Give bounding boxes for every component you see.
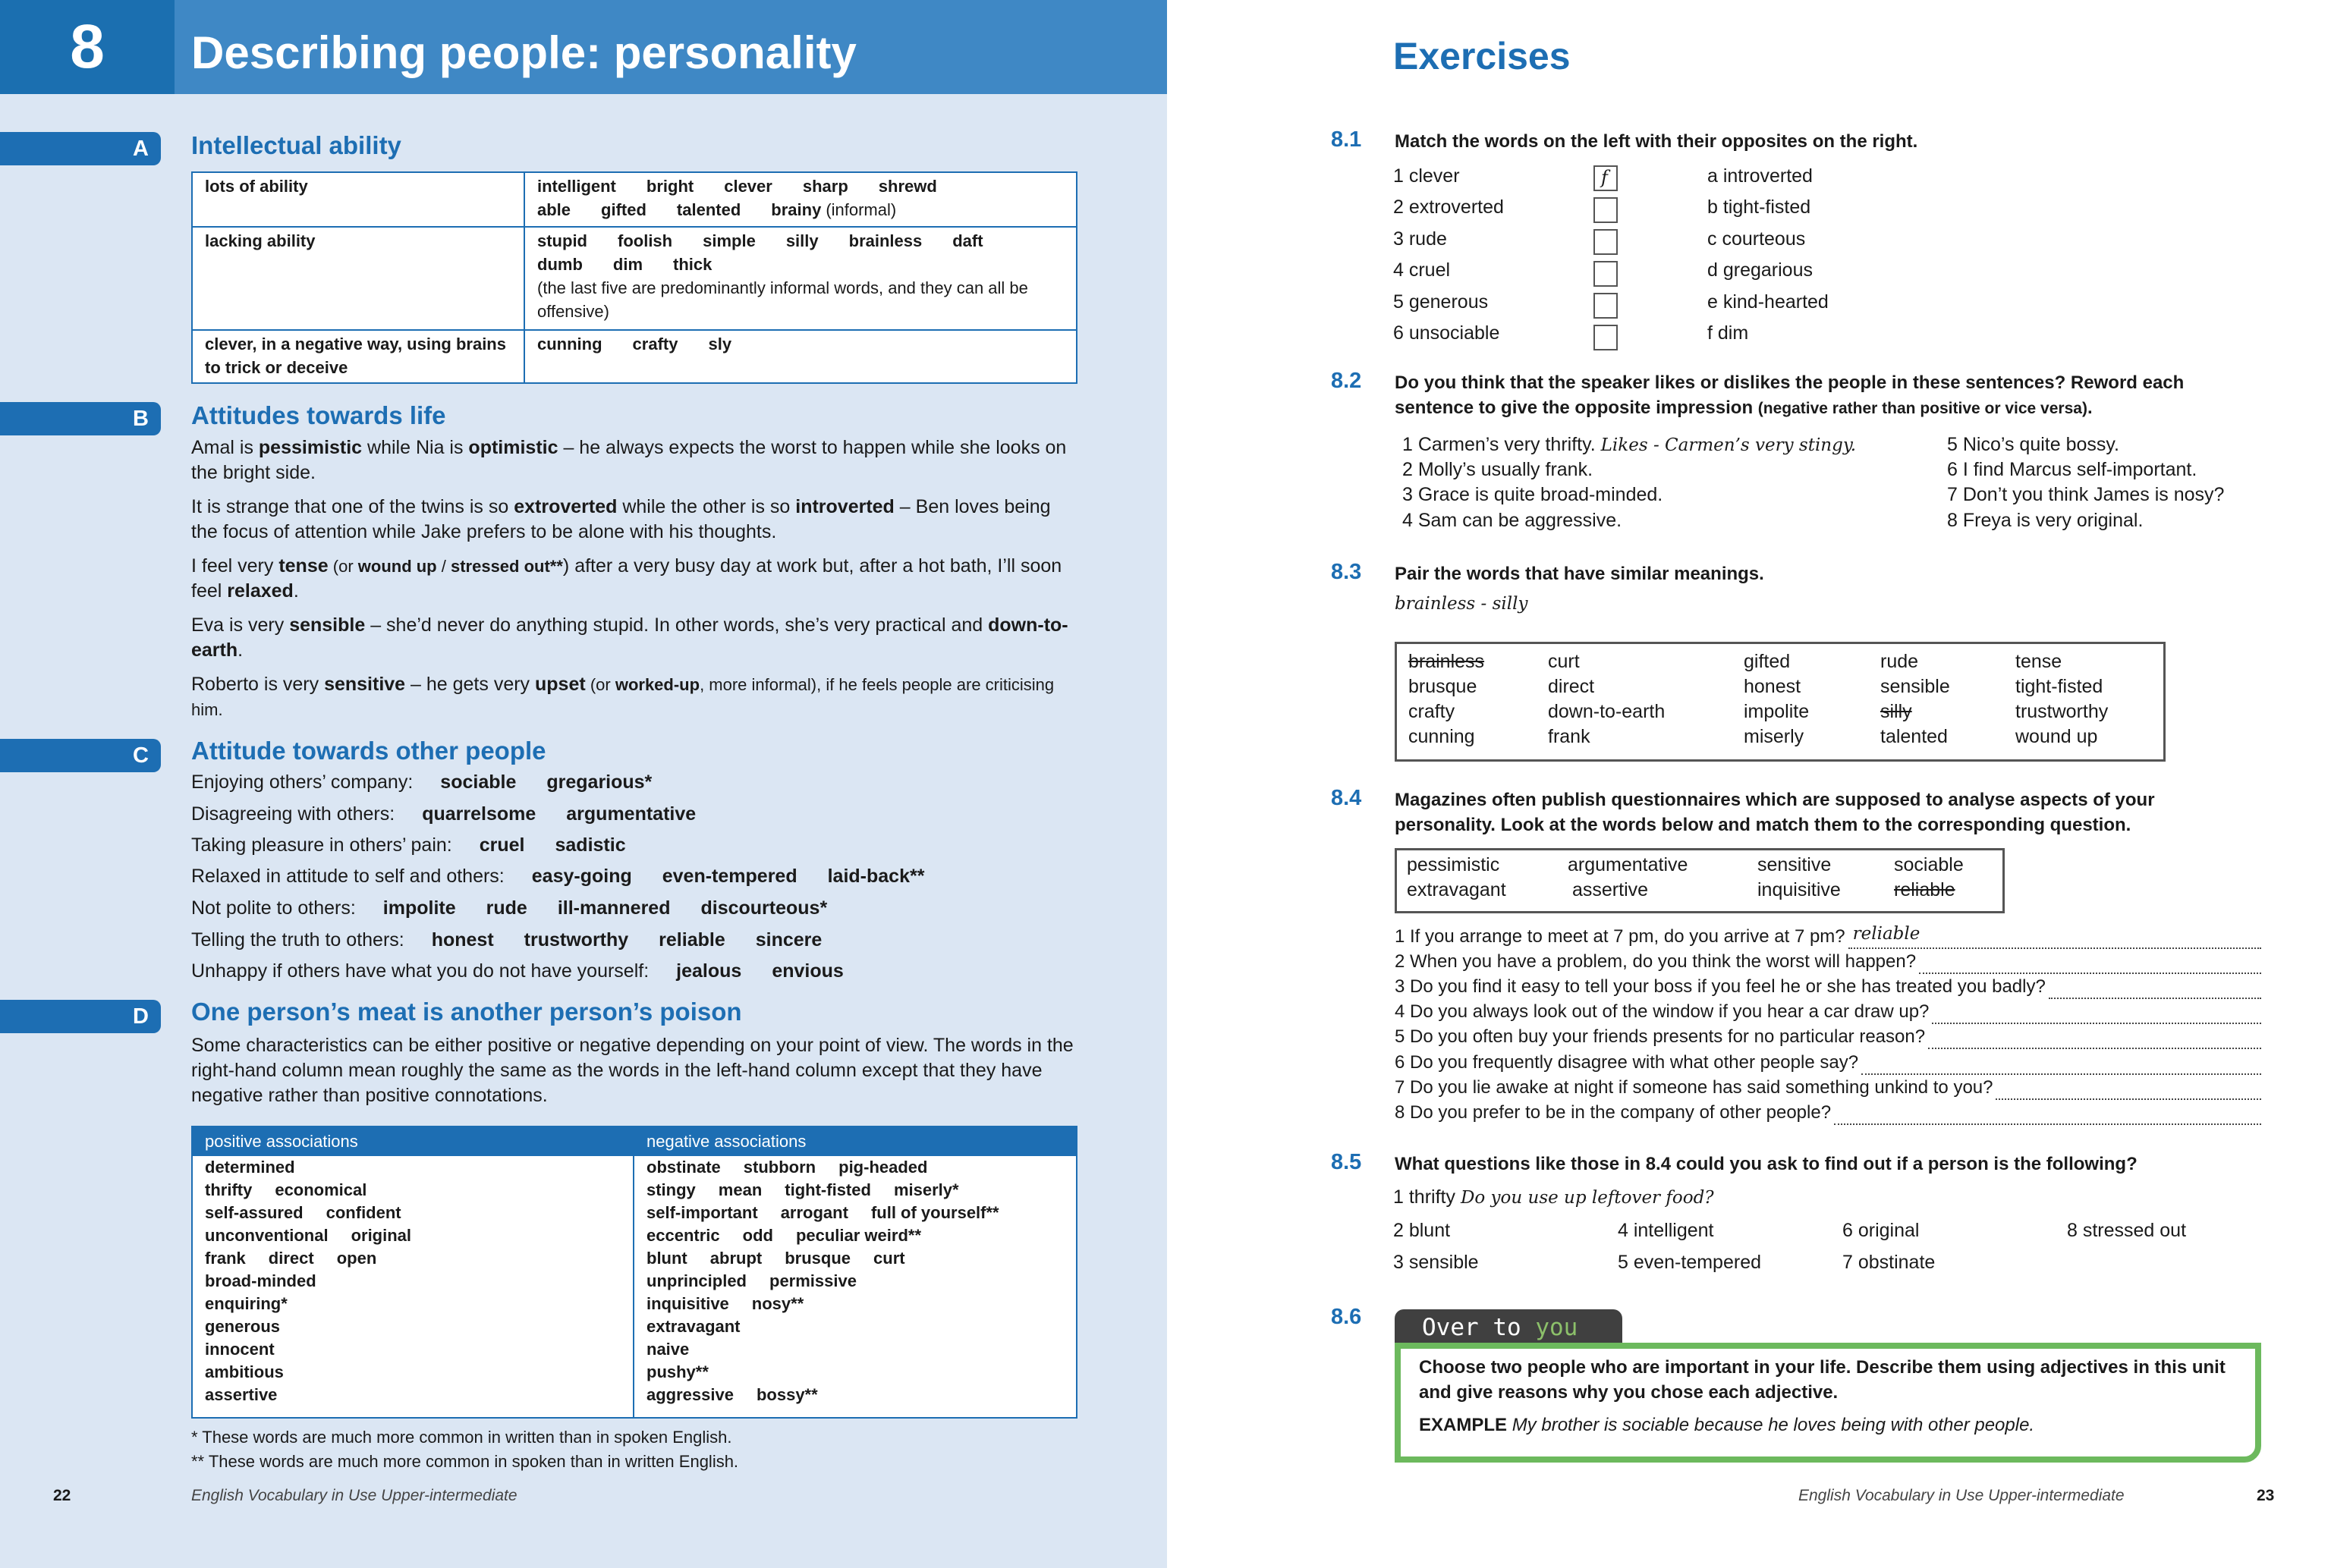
row-label: lots of ability <box>205 177 308 196</box>
unit-number: 8 <box>0 0 175 94</box>
exercise-instruction: Do you think that the speaker likes or dislikes the people in these sentences? Reword each <box>1395 372 2185 393</box>
word-column: sociable reliable <box>1894 854 1964 900</box>
paragraph: Amal is pessimistic while Nia is optimistic – he always expects the worst to happen while she looks on the bright side. <box>191 437 1067 483</box>
book-title-left: English Vocabulary in Use Upper-intermediate <box>191 1487 517 1504</box>
book-title-right: English Vocabulary in Use Upper-intermediate <box>1798 1487 2125 1504</box>
attitude-row: Telling the truth to others: honest trustworthy reliable sincere <box>191 929 823 951</box>
section-d-heading: One person’s meat is another person’s poison <box>191 998 742 1026</box>
section-tab-a: A <box>0 132 161 165</box>
row-label: lacking ability <box>205 231 316 250</box>
list-item: 5 even-tempered <box>1618 1252 1762 1273</box>
attitude-row: Disagreeing with others: quarrelsome argumentative <box>191 803 697 825</box>
exercise-instruction: personality. Look at the words below and match them to the corresponding question. <box>1395 815 2131 835</box>
exercise-number: 8.5 <box>1331 1150 1362 1174</box>
exercises-title: Exercises <box>1393 35 1571 77</box>
over-to-you-text: Choose two people who are important in your life. Describe them using adjectives in this unit and give reasons why you chose each adjective. <box>1419 1357 2226 1403</box>
list-item: 7 obstinate <box>1842 1252 1936 1273</box>
paragraph: Roberto is very sensitive – he gets very upset (or worked-up, more informal), if he feels people are criticising him. <box>191 674 1055 719</box>
list-item: 3 sensible <box>1393 1252 1479 1273</box>
exercise-number: 8.1 <box>1331 127 1362 152</box>
word-column: rude sensible silly talented <box>1880 651 1950 747</box>
exercise-instruction: Pair the words that have similar meanings. <box>1395 564 1764 584</box>
list-item: 1 thrifty Do you use up leftover food? <box>1393 1186 1714 1208</box>
match-left-item: 5 generous <box>1393 291 1489 313</box>
question-line: 5 Do you often buy your friends presents for no particular reason? <box>1395 1024 2261 1049</box>
exercise-instruction: Match the words on the left with their opposites on the right. <box>1395 131 1918 152</box>
col-header-positive: positive associations <box>205 1132 358 1151</box>
attitude-row: Relaxed in attitude to self and others: easy-going even-tempered laid-back** <box>191 866 925 887</box>
positive-column: determined thrifty economical self-assured confident unconventional original frank direct open broad-minded enquiring* generous innocent ambitious assertive <box>205 1158 412 1404</box>
negative-column: obstinate stubborn pig-headed stingy mean tight-fisted miserly* self-important arrogant full of yourself** eccentric odd peculiar weird** blunt abrupt brusque curt unprincipled permissive inquisitive nosy** extravagant naive pushy** aggressive bossy** <box>646 1158 999 1404</box>
sentence-item: 8 Freya is very original. <box>1947 510 2144 531</box>
word-column: sensitive inquisitive <box>1757 854 1841 900</box>
match-right-item: a introverted <box>1707 165 1813 187</box>
word-column: tense tight-fisted trustworthy wound up <box>2015 651 2109 747</box>
word-column: curt direct down-to-earth frank <box>1548 651 1666 747</box>
match-left-item: 6 unsociable <box>1393 322 1500 344</box>
question-line: 1 If you arrange to meet at 7 pm, do you arrive at 7 pm? reliable <box>1395 924 2261 949</box>
section-tab-d: D <box>0 1000 161 1033</box>
answer-box[interactable] <box>1593 293 1618 319</box>
word-column: gifted honest impolite miserly <box>1744 651 1810 747</box>
question-line: 7 Do you lie awake at night if someone has said something unkind to you? <box>1395 1075 2261 1100</box>
question-line: 2 When you have a problem, do you think the worst will happen? <box>1395 949 2261 974</box>
section-b-heading: Attitudes towards life <box>191 401 446 429</box>
match-left-item: 1 clever <box>1393 165 1460 187</box>
word-column: pessimistic extravagant <box>1407 854 1506 900</box>
paragraph: Eva is very sensible – she’d never do anything stupid. In other words, she’s very practical and down-to-earth. <box>191 614 1068 661</box>
question-line: 3 Do you find it easy to tell your boss if you feel he or she has treated you badly? <box>1395 974 2261 999</box>
match-right-item: d gregarious <box>1707 259 1813 281</box>
unit-title: Describing people: personality <box>191 27 857 78</box>
paragraph: I feel very tense (or wound up / stressed out**) after a very busy day at work but, after a hot bath, I’ll soon feel relaxed. <box>191 555 1062 602</box>
sentence-item: 3 Grace is quite broad-minded. <box>1402 484 1663 505</box>
section-a-heading: Intellectual ability <box>191 131 401 159</box>
attitude-row: Unhappy if others have what you do not have yourself: jealous envious <box>191 960 844 982</box>
match-right-item: c courteous <box>1707 228 1806 250</box>
attitude-row: Taking pleasure in others’ pain: cruel sadistic <box>191 834 626 856</box>
footnote: ** These words are much more common in spoken than in written English. <box>191 1452 739 1471</box>
row-words: intelligent bright clever sharp shrewd able gifted talented brainy (informal) <box>537 177 937 219</box>
section-tab-c: C <box>0 739 161 772</box>
col-header-negative: negative associations <box>646 1132 807 1151</box>
example-answer: brainless - silly <box>1395 594 1528 614</box>
match-left-item: 2 extroverted <box>1393 196 1504 218</box>
exercise-instruction: Magazines often publish questionnaires which are supposed to analyse aspects of your <box>1395 790 2155 810</box>
list-item: 2 blunt <box>1393 1220 1451 1241</box>
exercise-number: 8.4 <box>1331 786 1362 810</box>
row-label: clever, in a negative way, using brains to trick or deceive <box>205 335 506 377</box>
list-item: 4 intelligent <box>1618 1220 1714 1241</box>
section-d-intro: Some characteristics can be either positive or negative depending on your point of view. The words in the right-hand column mean roughly the same as the words in the left-hand column except that they have negative rather than positive connotations. <box>191 1035 1074 1106</box>
sentence-item: 2 Molly’s usually frank. <box>1402 459 1593 480</box>
intellectual-ability-table <box>191 171 1077 384</box>
section-tab-b: B <box>0 402 161 435</box>
question-line: 4 Do you always look out of the window if you hear a car draw up? <box>1395 999 2261 1024</box>
answer-box[interactable] <box>1593 261 1618 287</box>
word-column: argumentative assertive <box>1568 854 1688 900</box>
associations-table <box>191 1126 1077 1419</box>
exercise-number: 8.6 <box>1331 1305 1362 1329</box>
exercise-number: 8.2 <box>1331 369 1362 393</box>
page-number-right: 23 <box>2257 1487 2275 1504</box>
question-line: 8 Do you prefer to be in the company of other people? <box>1395 1100 2261 1125</box>
question-line: 6 Do you frequently disagree with what other people say? <box>1395 1050 2261 1075</box>
section-c-heading: Attitude towards other people <box>191 737 546 765</box>
list-item: 8 stressed out <box>2067 1220 2187 1241</box>
answer-box[interactable] <box>1593 197 1618 223</box>
footnote: * These words are much more common in written than in spoken English. <box>191 1428 732 1447</box>
sentence-item: 4 Sam can be aggressive. <box>1402 510 1622 531</box>
paragraph: It is strange that one of the twins is so extroverted while the other is so introverted – Ben loves being the focus of attention while Jake prefers to be alone with his thoughts. <box>191 496 1051 542</box>
answer-box[interactable]: f <box>1593 165 1618 191</box>
page-number-left: 22 <box>53 1487 71 1504</box>
answer-box[interactable] <box>1593 229 1618 255</box>
sentence-item: 6 I find Marcus self-important. <box>1947 459 2197 480</box>
match-right-item: e kind-hearted <box>1707 291 1829 313</box>
attitude-row: Not polite to others: impolite rude ill-mannered discourteous* <box>191 897 828 919</box>
sentence-item: 5 Nico’s quite bossy. <box>1947 434 2119 455</box>
exercise-number: 8.3 <box>1331 560 1362 584</box>
row-words: stupid foolish simple silly brainless daft dumb dim thick (the last five are predominantly informal words, and they can all be offensive) <box>537 231 1028 321</box>
over-to-you-example: EXAMPLE My brother is sociable because he loves being with other people. <box>1419 1415 2035 1435</box>
over-to-you-label: Over to you <box>1422 1314 1578 1341</box>
match-left-item: 4 cruel <box>1393 259 1451 281</box>
match-left-item: 3 rude <box>1393 228 1447 250</box>
match-right-item: b tight-fisted <box>1707 196 1811 218</box>
row-words: cunning crafty sly <box>537 335 732 354</box>
exercise-instruction: sentence to give the opposite impression (negative rather than positive or vice versa). <box>1395 397 2093 418</box>
attitude-row: Enjoying others’ company: sociable gregarious* <box>191 771 653 793</box>
sentence-item: 1 Carmen’s very thrifty. Likes - Carmen’s very stingy. <box>1402 434 1857 455</box>
word-column: brainless brusque crafty cunning <box>1408 651 1485 747</box>
exercise-instruction: What questions like those in 8.4 could you ask to find out if a person is the following? <box>1395 1154 2138 1174</box>
sentence-item: 7 Don’t you think James is nosy? <box>1947 484 2225 505</box>
list-item: 6 original <box>1842 1220 1920 1241</box>
answer-box[interactable] <box>1593 325 1618 350</box>
match-right-item: f dim <box>1707 322 1749 344</box>
